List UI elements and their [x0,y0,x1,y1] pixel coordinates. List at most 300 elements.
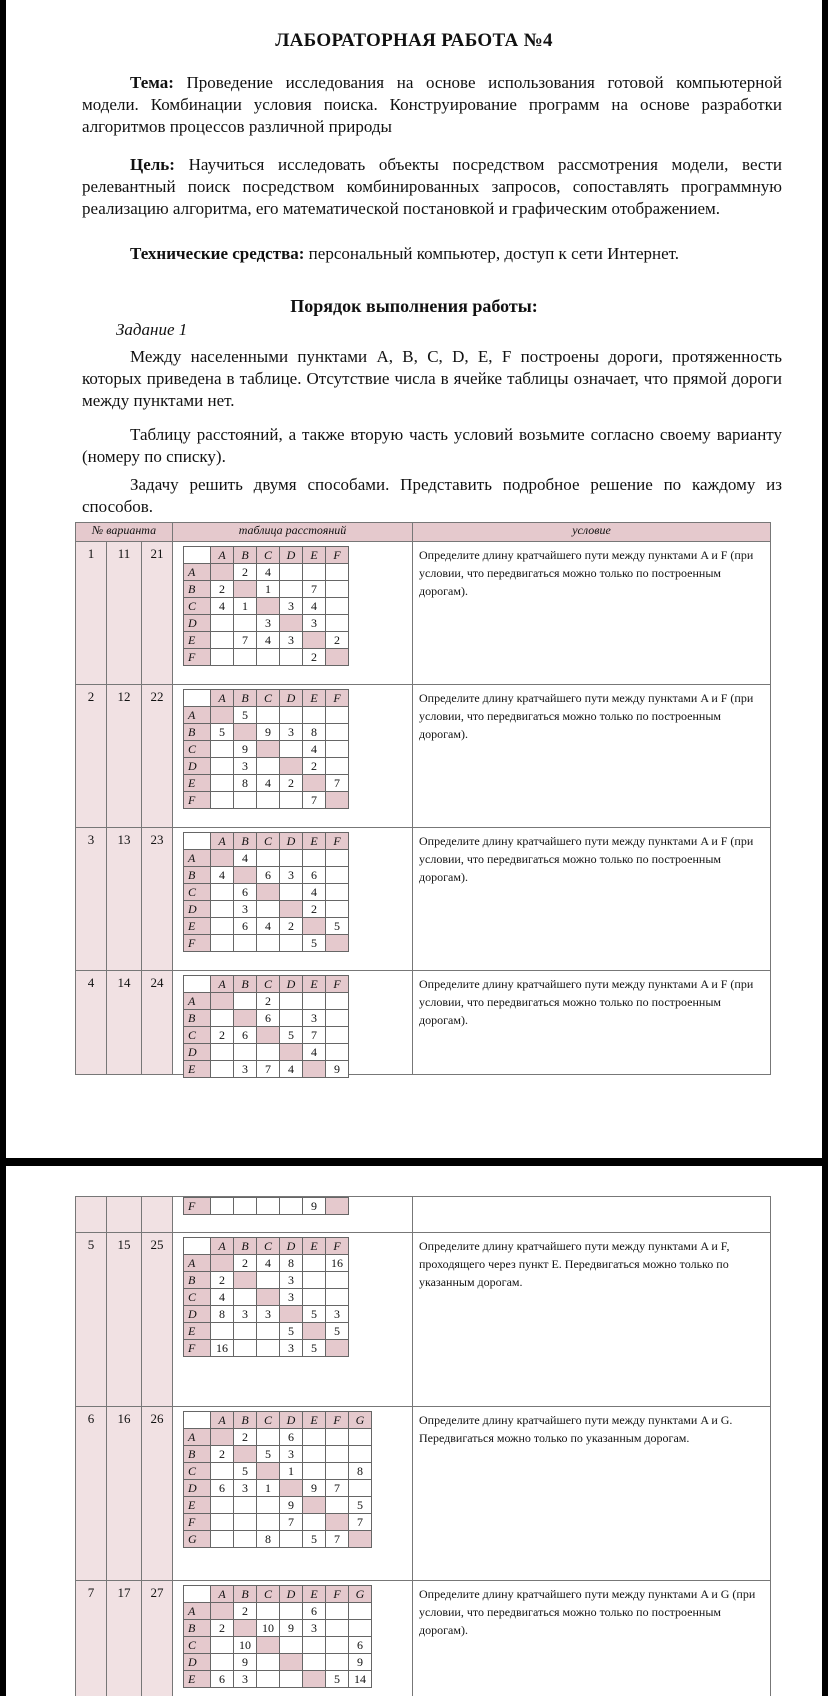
matrix-row-label: B [184,867,211,884]
matrix-cell [211,792,234,809]
matrix-cell [280,649,303,666]
task-paragraph-2: Таблицу расстояний, а также вторую часть условий возьмите согласно своему варианту (номеру по списку). [82,425,782,466]
matrix-row-label: B [184,1446,211,1463]
matrix-cell [280,1010,303,1027]
matrix-cell: 3 [303,1010,326,1027]
matrix-col-label: B [234,547,257,564]
matrix-col-label: C [257,690,280,707]
matrix-cell: 5 [211,724,234,741]
variant-number [107,1197,142,1233]
matrix-row-label: F [184,1340,211,1357]
matrix-cell [303,1463,326,1480]
matrix-cell: 9 [303,1198,326,1215]
matrix-row-label: B [184,1010,211,1027]
matrix-row-label: B [184,1272,211,1289]
matrix-row [184,867,349,884]
matrix-row [184,775,349,792]
matrix-cell [280,1306,303,1323]
matrix-cell: 6 [257,1010,280,1027]
matrix-cell: 4 [303,1044,326,1061]
matrix-cell: 3 [234,1671,257,1688]
matrix-col-label: F [326,1586,349,1603]
matrix-cell: 5 [326,1323,349,1340]
matrix-cell [303,632,326,649]
matrix-cell [257,598,280,615]
matrix-cell: 6 [257,867,280,884]
matrix-cell [211,707,234,724]
table-row [76,828,771,971]
matrix-cell [326,935,349,952]
matrix-cell [257,1514,280,1531]
matrix-row [184,1463,372,1480]
variant-number: 11 [107,542,142,685]
matrix-row [184,564,349,581]
matrix-cell: 7 [303,792,326,809]
matrix-cell [234,649,257,666]
topic-text: Проведение исследования на основе использования готовой компьютерной модели. Комбинации условия поиска. Конструирование программ на основе разработки алгоритмов процессов различной природы [82,73,782,136]
matrix-cell [280,1198,303,1215]
matrix-row [184,741,349,758]
variant-number: 24 [142,971,173,1075]
matrix-row-label: A [184,1429,211,1446]
matrix-col-label: D [280,976,303,993]
matrix-cell [326,1463,349,1480]
condition-text: Определите длину кратчайшего пути между пунктами A и F, проходящего через пункт E. Передвигаться можно только по указанным дорогам. [413,1233,771,1407]
matrix-cell [326,1620,349,1637]
matrix-cell [303,564,326,581]
matrix-cell: 6 [303,1603,326,1620]
header-distances: таблица расстояний [173,523,413,542]
matrix-row-label: E [184,1497,211,1514]
matrix-cell: 1 [234,598,257,615]
matrix-cell: 4 [303,598,326,615]
matrix-col-label: E [303,976,326,993]
matrix-cell [280,741,303,758]
matrix-cell [326,1289,349,1306]
matrix-cell: 3 [326,1306,349,1323]
matrix-cell [211,935,234,952]
distance-cell [173,828,413,971]
matrix-row [184,1531,372,1548]
matrix-col-label: F [326,690,349,707]
matrix-cell [234,993,257,1010]
matrix-cell: 5 [280,1027,303,1044]
distance-cell [173,542,413,685]
matrix-col-label: E [303,547,326,564]
matrix-cell [211,1061,234,1078]
matrix-cell [349,1620,372,1637]
matrix-cell [257,1044,280,1061]
matrix-row [184,1255,349,1272]
matrix-row [184,1306,349,1323]
matrix-cell [326,1637,349,1654]
goal-paragraph [82,154,782,220]
matrix-col-label: C [257,976,280,993]
matrix-cell [257,1429,280,1446]
matrix-col-label: E [303,1586,326,1603]
variant-number: 5 [76,1233,107,1407]
matrix-cell: 9 [257,724,280,741]
matrix-cell [257,884,280,901]
matrix-cell [257,1289,280,1306]
matrix-cell: 2 [211,1027,234,1044]
tools-text: персональный компьютер, доступ к сети Интернет. [304,244,680,263]
matrix-cell [257,1603,280,1620]
matrix-cell: 5 [303,1531,326,1548]
matrix-row [184,1514,372,1531]
matrix-cell [280,1531,303,1548]
matrix-row-label: C [184,884,211,901]
matrix-cell [211,649,234,666]
matrix-cell: 7 [326,1531,349,1548]
section-title: Порядок выполнения работы: [290,296,538,316]
matrix-cell [211,741,234,758]
variant-number: 27 [142,1581,173,1696]
matrix-cell [280,1671,303,1688]
matrix-cell [349,1531,372,1548]
matrix-cell [280,1637,303,1654]
distance-matrix [183,975,349,1078]
matrix-cell [257,1323,280,1340]
matrix-cell: 5 [303,1340,326,1357]
matrix-cell [211,1497,234,1514]
matrix-cell: 3 [280,724,303,741]
matrix-cell [326,724,349,741]
matrix-cell: 6 [234,884,257,901]
matrix-cell [326,564,349,581]
matrix-cell [234,1497,257,1514]
matrix-cell [234,1044,257,1061]
matrix-cell: 8 [280,1255,303,1272]
matrix-cell [326,615,349,632]
matrix-cell [326,993,349,1010]
matrix-col-label: C [257,547,280,564]
matrix-cell: 7 [303,1027,326,1044]
matrix-row [184,1480,372,1497]
matrix-cell [280,581,303,598]
matrix-cell: 9 [234,1654,257,1671]
matrix-cell [326,867,349,884]
matrix-cell: 3 [303,615,326,632]
matrix-cell: 3 [234,901,257,918]
matrix-col-label: A [211,1586,234,1603]
matrix-col-label: B [234,976,257,993]
matrix-corner [184,1412,211,1429]
matrix-cell [326,1198,349,1215]
matrix-col-label: E [303,1412,326,1429]
matrix-cell: 4 [257,564,280,581]
matrix-cell [234,1514,257,1531]
matrix-cell [326,707,349,724]
condition-text [413,1197,771,1233]
matrix-cell: 2 [211,581,234,598]
matrix-cell: 5 [303,935,326,952]
matrix-col-label: G [349,1586,372,1603]
matrix-cell: 4 [257,1255,280,1272]
matrix-cell [234,867,257,884]
matrix-row [184,581,349,598]
matrix-col-label: A [211,1412,234,1429]
matrix-cell [257,758,280,775]
matrix-cell [211,1429,234,1446]
matrix-cell: 2 [234,1429,257,1446]
matrix-row [184,1620,372,1637]
matrix-col-label: A [211,690,234,707]
matrix-col-label: C [257,833,280,850]
matrix-cell [211,1514,234,1531]
matrix-col-label: E [303,833,326,850]
distance-matrix [183,832,349,952]
matrix-cell [326,649,349,666]
matrix-header-row [184,1586,372,1603]
matrix-row [184,649,349,666]
matrix-col-label: F [326,1238,349,1255]
matrix-col-label: B [234,1412,257,1429]
matrix-cell [257,1671,280,1688]
matrix-cell [211,775,234,792]
matrix-cell: 8 [257,1531,280,1548]
matrix-cell: 9 [280,1497,303,1514]
matrix-cell [349,1480,372,1497]
matrix-cell [326,1010,349,1027]
variant-number: 7 [76,1581,107,1696]
matrix-cell: 4 [234,850,257,867]
page-2 [6,1166,822,1696]
matrix-cell [326,850,349,867]
matrix-row-label: D [184,901,211,918]
matrix-cell [257,901,280,918]
matrix-row-label: C [184,1027,211,1044]
matrix-cell [211,850,234,867]
matrix-row [184,1446,372,1463]
matrix-col-label: F [326,833,349,850]
matrix-cell [326,1044,349,1061]
matrix-row-label: C [184,741,211,758]
matrix-corner [184,1586,211,1603]
matrix-cell [257,1198,280,1215]
matrix-col-label: B [234,1586,257,1603]
matrix-cell [211,1323,234,1340]
matrix-col-label: A [211,1238,234,1255]
matrix-cell: 4 [280,1061,303,1078]
matrix-cell: 5 [349,1497,372,1514]
variants-table-continued [75,1196,771,1696]
matrix-row-label: D [184,758,211,775]
matrix-corner [184,690,211,707]
matrix-cell [211,615,234,632]
matrix-cell: 4 [211,867,234,884]
matrix-row-label: C [184,598,211,615]
matrix-col-label: C [257,1412,280,1429]
matrix-cell [257,792,280,809]
matrix-cell: 3 [280,867,303,884]
matrix-col-label: D [280,1586,303,1603]
table-row [76,1407,771,1581]
matrix-cell: 5 [234,1463,257,1480]
matrix-cell: 8 [303,724,326,741]
matrix-row [184,935,349,952]
matrix-cell [211,1531,234,1548]
matrix-col-label: F [326,1412,349,1429]
matrix-header-row [184,547,349,564]
matrix-cell: 4 [211,1289,234,1306]
distance-cell [173,1233,413,1407]
matrix-cell: 6 [211,1671,234,1688]
matrix-cell: 3 [234,1061,257,1078]
variant-number: 4 [76,971,107,1075]
matrix-row [184,1027,349,1044]
matrix-row [184,1654,372,1671]
matrix-cell [211,1463,234,1480]
matrix-col-label: G [349,1412,372,1429]
matrix-cell [303,993,326,1010]
variant-number: 2 [76,685,107,828]
matrix-cell [211,1010,234,1027]
matrix-cell: 3 [234,1480,257,1497]
matrix-cell: 6 [234,1027,257,1044]
matrix-cell [211,758,234,775]
matrix-corner [184,833,211,850]
matrix-row-label: A [184,564,211,581]
distance-matrix [183,546,349,666]
matrix-cell [303,1514,326,1531]
matrix-cell [257,1272,280,1289]
matrix-cell [326,598,349,615]
matrix-cell: 9 [280,1620,303,1637]
matrix-corner [184,1238,211,1255]
matrix-cell [280,758,303,775]
matrix-cell: 8 [211,1306,234,1323]
matrix-row [184,993,349,1010]
matrix-row-label: F [184,792,211,809]
matrix-cell [303,1637,326,1654]
matrix-cell [211,993,234,1010]
matrix-cell: 5 [234,707,257,724]
matrix-row [184,850,349,867]
matrix-cell: 8 [234,775,257,792]
matrix-cell [326,1272,349,1289]
matrix-cell [257,1654,280,1671]
table-row [76,685,771,828]
matrix-cell [326,1446,349,1463]
matrix-row-label: B [184,1620,211,1637]
matrix-cell [280,935,303,952]
matrix-row-label: C [184,1463,211,1480]
matrix-cell [211,1603,234,1620]
matrix-cell: 3 [303,1620,326,1637]
matrix-cell: 4 [303,741,326,758]
matrix-row [184,724,349,741]
distance-cell [173,685,413,828]
matrix-cell [303,707,326,724]
matrix-cell [234,1010,257,1027]
variant-number: 14 [107,971,142,1075]
matrix-cell: 3 [257,615,280,632]
variant-number: 17 [107,1581,142,1696]
matrix-col-label: D [280,1238,303,1255]
matrix-row-label: F [184,1198,211,1215]
matrix-cell: 2 [326,632,349,649]
matrix-cell: 7 [349,1514,372,1531]
task-paragraph-1: Между населенными пунктами A, B, C, D, E, F построены дороги, протяженность которых приведена в таблице. Отсутствие числа в ячейке таблицы означает, что прямой дороги между пунктами нет. [82,347,782,410]
matrix-row [184,758,349,775]
matrix-cell: 2 [211,1272,234,1289]
matrix-cell: 5 [303,1306,326,1323]
matrix-header-row [184,833,349,850]
matrix-row [184,1429,372,1446]
matrix-cell: 2 [234,1603,257,1620]
matrix-cell: 2 [280,918,303,935]
condition-text: Определите длину кратчайшего пути между пунктами A и F (при условии, что передвигаться можно только по построенным дорогам). [413,685,771,828]
variants-table [75,522,771,1075]
matrix-row-label: D [184,615,211,632]
matrix-cell [303,1497,326,1514]
distance-cell [173,1197,413,1233]
matrix-cell [234,1272,257,1289]
matrix-cell [211,884,234,901]
matrix-cell: 3 [234,758,257,775]
matrix-cell: 9 [234,741,257,758]
matrix-cell [234,1340,257,1357]
condition-text: Определите длину кратчайшего пути между пунктами A и F (при условии, что передвигаться можно только по построенным дорогам). [413,971,771,1075]
matrix-header-row [184,690,349,707]
matrix-col-label: F [326,547,349,564]
matrix-cell [326,1514,349,1531]
matrix-cell [280,564,303,581]
matrix-row [184,1637,372,1654]
condition-text: Определите длину кратчайшего пути между пунктами A и F (при условии, что передвигаться можно только по построенным дорогам). [413,542,771,685]
matrix-row [184,632,349,649]
matrix-row-label: F [184,1514,211,1531]
table-header-row [76,523,771,542]
matrix-cell: 3 [257,1306,280,1323]
matrix-row [184,707,349,724]
matrix-row-label: E [184,918,211,935]
matrix-cell: 5 [326,918,349,935]
matrix-row [184,615,349,632]
matrix-cell [257,1340,280,1357]
matrix-row-label: A [184,707,211,724]
matrix-cell [211,1255,234,1272]
matrix-row [184,918,349,935]
matrix-col-label: E [303,1238,326,1255]
matrix-col-label: C [257,1238,280,1255]
matrix-row-label: E [184,1323,211,1340]
matrix-cell: 5 [326,1671,349,1688]
matrix-cell: 2 [211,1620,234,1637]
matrix-cell: 3 [280,1340,303,1357]
matrix-row-label: D [184,1480,211,1497]
matrix-cell [326,581,349,598]
matrix-row [184,1010,349,1027]
matrix-row-label: D [184,1654,211,1671]
matrix-cell [211,1637,234,1654]
tools-paragraph [82,243,782,265]
distance-cell [173,1581,413,1696]
matrix-cell [303,850,326,867]
matrix-cell [257,741,280,758]
distance-cell [173,971,413,1075]
matrix-row-label: A [184,1255,211,1272]
matrix-cell: 9 [326,1061,349,1078]
variant-number [142,1197,173,1233]
matrix-col-label: C [257,1586,280,1603]
matrix-cell: 4 [303,884,326,901]
matrix-cell [280,850,303,867]
matrix-cell: 3 [280,1289,303,1306]
header-variant: № варианта [76,523,173,542]
matrix-cell [280,615,303,632]
